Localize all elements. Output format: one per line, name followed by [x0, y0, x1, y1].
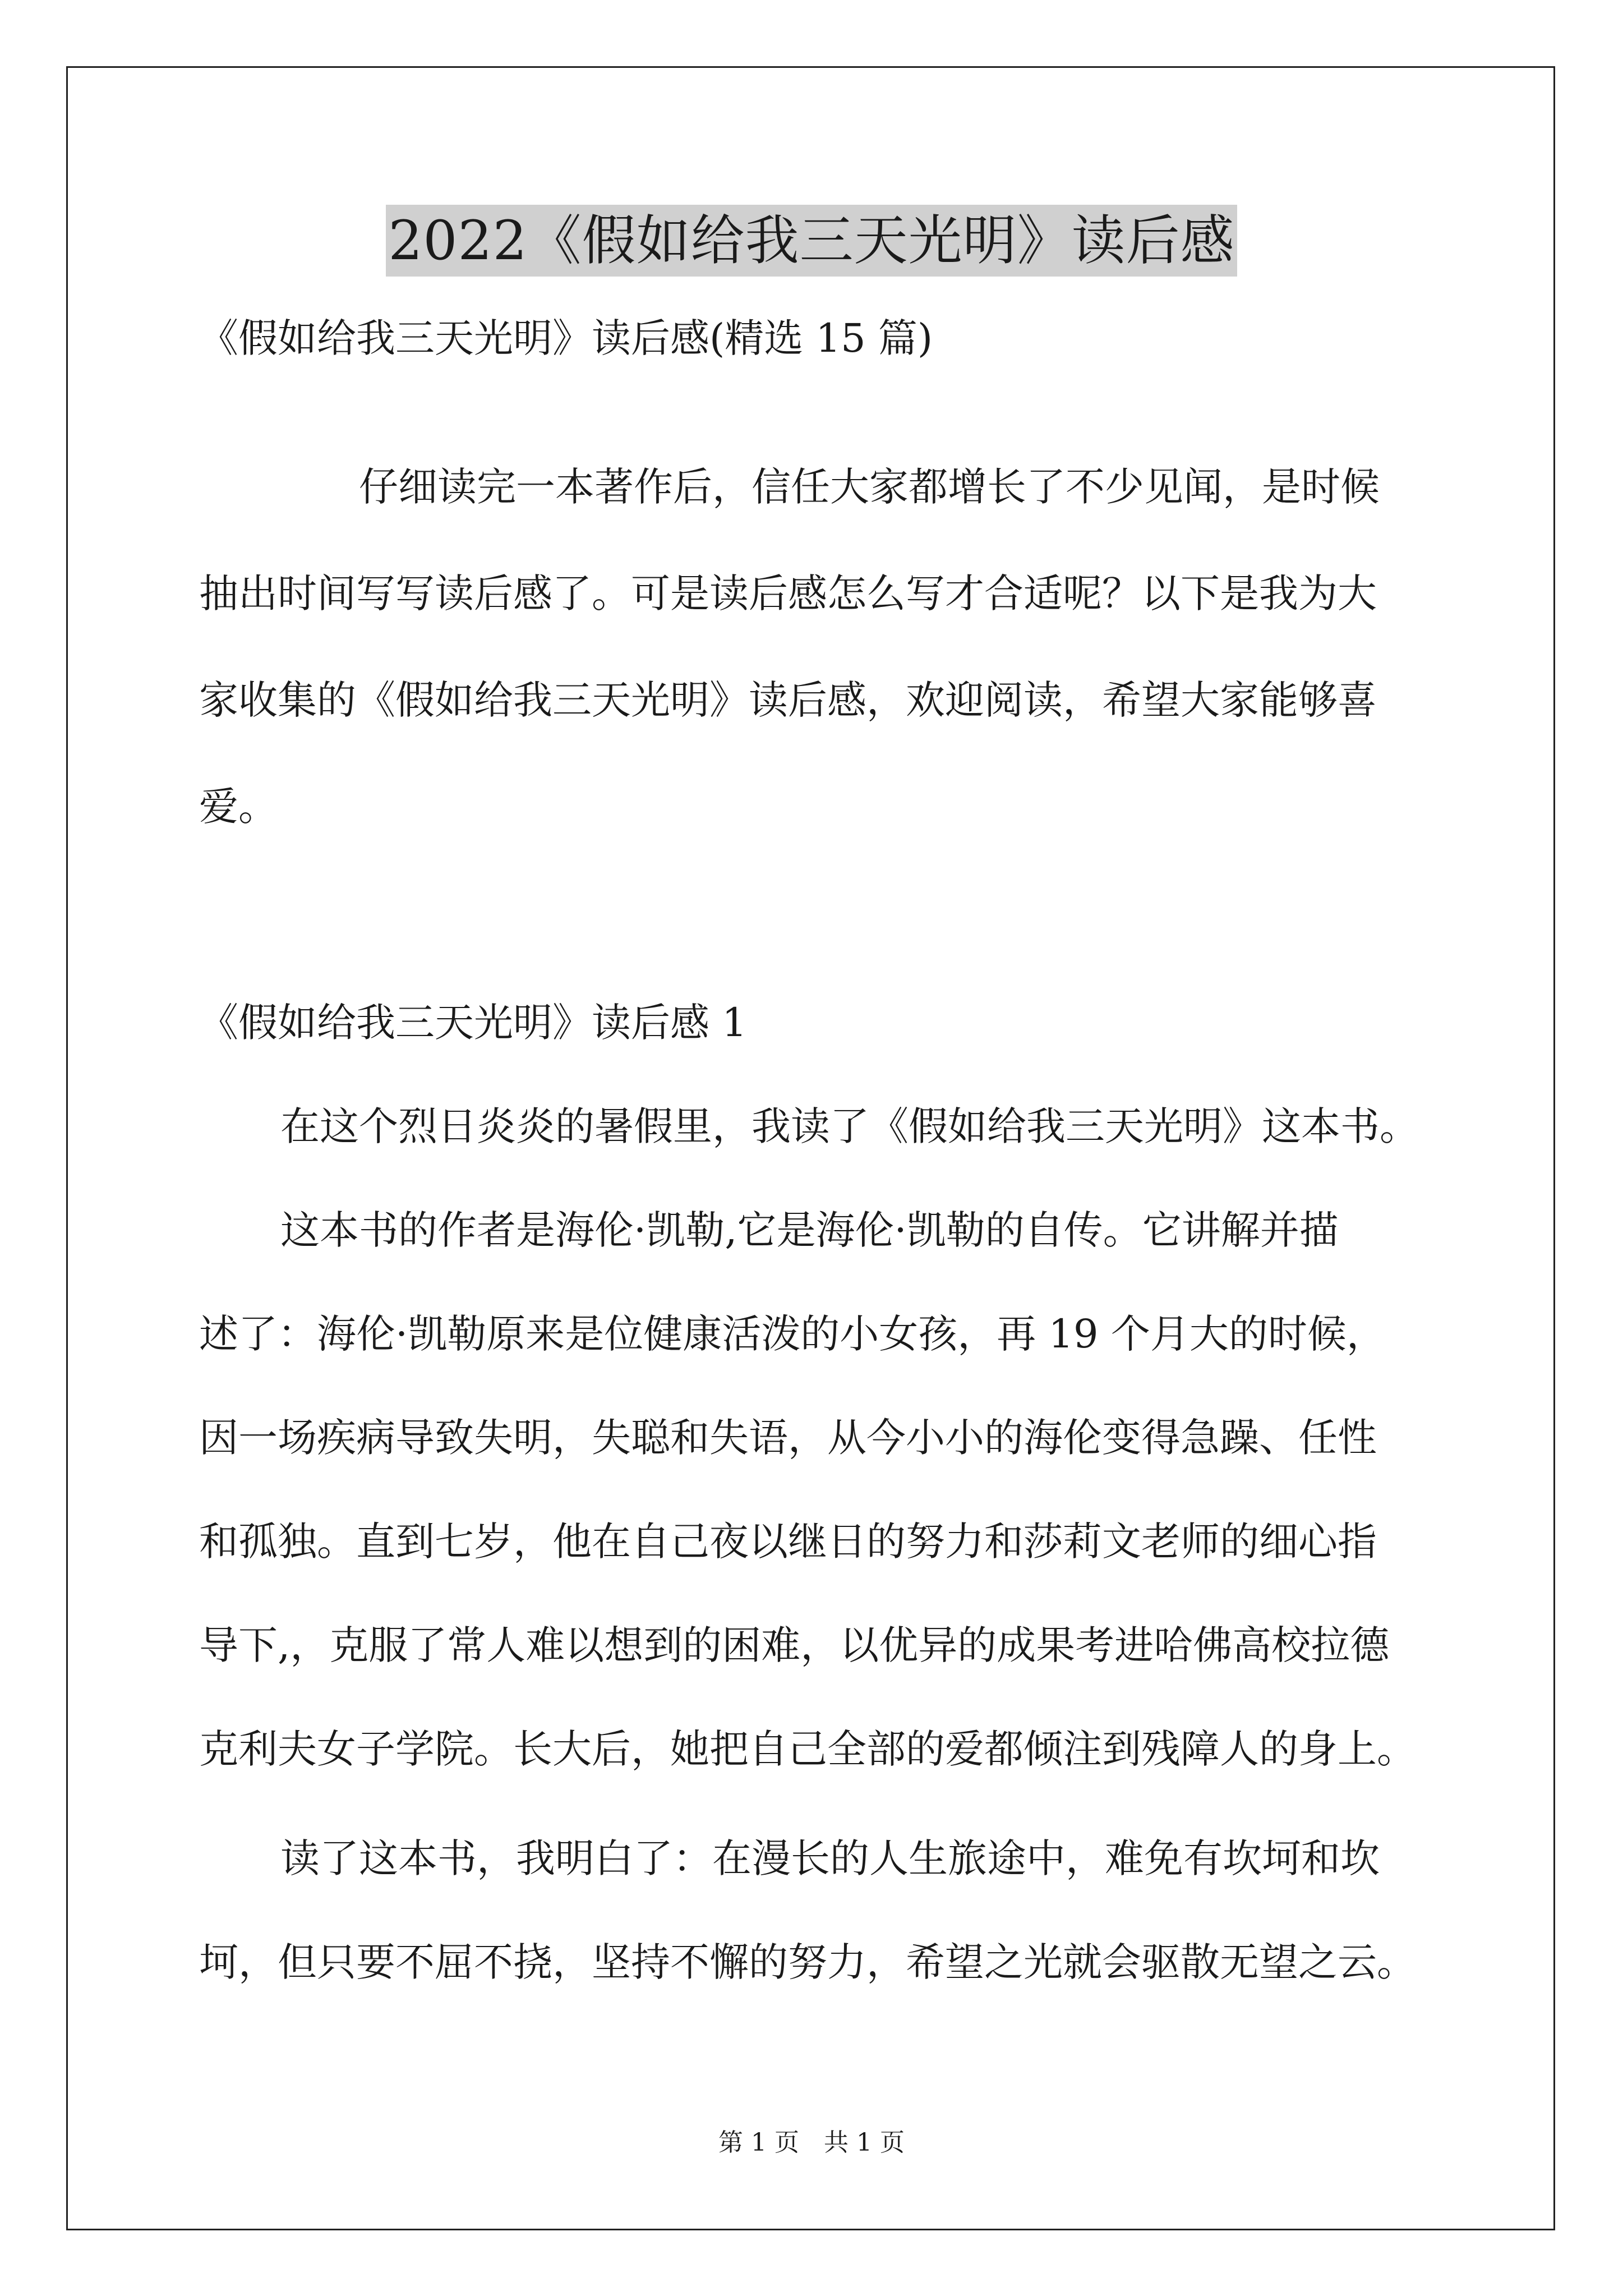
body-line: 坷，但只要不屈不挠，坚持不懈的努力，希望之光就会驱散无望之云。	[199, 1939, 1416, 1985]
body-line: 和孤独。直到七岁，他在自己夜以继日的努力和莎莉文老师的细心指	[199, 1519, 1377, 1565]
body-line: 这本书的作者是海伦·凯勒,它是海伦·凯勒的自传。它讲解并描	[280, 1207, 1339, 1253]
intro-line: 家收集的《假如给我三天光明》读后感，欢迎阅读，希望大家能够喜	[199, 677, 1377, 723]
intro-line: 爱。	[199, 784, 278, 830]
body-line: 导下,，克服了常人难以想到的困难，以优异的成果考进哈佛高校拉德	[199, 1622, 1390, 1668]
title-container	[0, 205, 1623, 277]
intro-line: 抽出时间写写读后感了。可是读后感怎么写才合适呢？以下是我为大	[199, 570, 1377, 616]
body-line: 读了这本书，我明白了：在漫长的人生旅途中，难免有坎坷和坎	[280, 1835, 1380, 1881]
section-heading: 《假如给我三天光明》读后感 1	[199, 1000, 747, 1046]
body-line: 克利夫女子学院。长大后，她把自己全部的爱都倾注到残障人的身上。	[199, 1726, 1416, 1772]
body-line: 在这个烈日炎炎的暑假里，我读了《假如给我三天光明》这本书。	[280, 1103, 1419, 1149]
body-line: 因一场疾病导致失明，失聪和失语，从今小小的海伦变得急躁、任性	[199, 1415, 1377, 1461]
document-title: 2022《假如给我三天光明》读后感	[386, 205, 1237, 277]
document-subtitle: 《假如给我三天光明》读后感(精选 15 篇)	[199, 315, 933, 361]
page-footer: 第 1 页 共 1 页	[718, 2128, 905, 2157]
intro-line: 仔细读完一本著作后，信任大家都增长了不少见闻，是时候	[359, 464, 1380, 510]
body-line: 述了：海伦·凯勒原来是位健康活泼的小女孩，再 19 个月大的时候，	[199, 1311, 1386, 1357]
